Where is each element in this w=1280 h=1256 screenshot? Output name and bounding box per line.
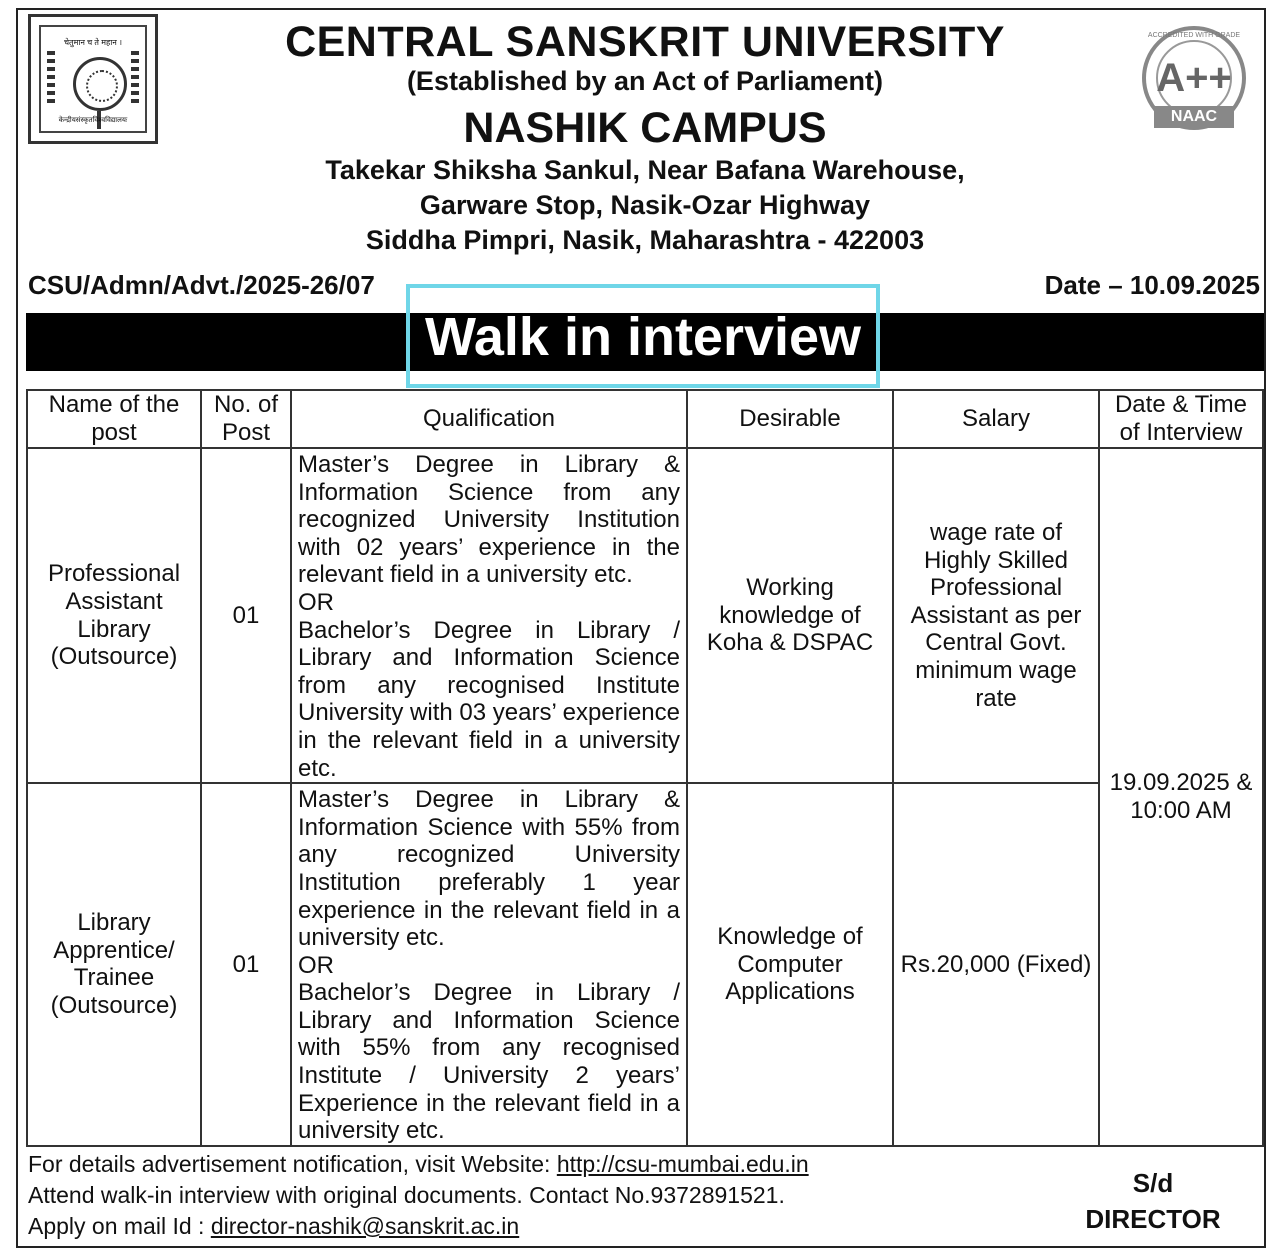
footer-email-line [28,1213,519,1240]
footer-contact-line: Attend walk-in interview with original documents. Contact No.9372891521. [28,1182,785,1208]
or-separator: OR [298,588,334,616]
campus-name: NASHIK CAMPUS [463,104,827,152]
desirable: Knowledge of Computer Applications [687,783,893,1146]
table-header-row [27,390,1263,448]
qualification-option-b: Bachelor’s Degree in Library / Library and Information Science with 55% from any recognised Institute / University 2 years’ Experience in the relevant field in a university etc. [298,979,680,1145]
banner-title: Walk in interview [424,307,862,367]
logo-motto: चेतुमान च ते महान । [63,38,123,47]
salary: Rs.20,000 (Fixed) [893,783,1099,1146]
footer-website-line [28,1151,809,1178]
header-salary: Salary [893,390,1099,448]
qualification-option-b: Bachelor’s Degree in Library / Library and Information Science from any recognised Institute University with 03 years’ experience in the relevant field in a university etc. [298,616,680,782]
website-link[interactable]: http://csu-mumbai.edu.in [556,1151,809,1177]
qualification [291,783,687,1146]
qualification-option-a: Master’s Degree in Library & Information Science from any recognized University Institution with 02 years’ experience in the relevant field in a university etc. [298,451,680,589]
signature-block [1078,1165,1228,1237]
post-count: 01 [201,448,291,783]
header-count: No. of Post [201,390,291,448]
address-line-3: Siddha Pimpri, Nasik, Maharashtra - 422003 [365,225,925,255]
badge-grade: A++ [1156,56,1232,100]
header-desirable: Desirable [687,390,893,448]
post-count: 01 [201,783,291,1146]
badge-label: NAAC [1154,106,1234,128]
reference-number: CSU/Admn/Advt./2025-26/07 [28,270,375,300]
signatory-designation: DIRECTOR [1085,1204,1221,1234]
desirable: Working knowledge of Koha & DSPAC [687,448,893,783]
salary: wage rate of Highly Skilled Professional Assistant as per Central Govt. minimum wage rate [893,448,1099,783]
notice-date: Date – 10.09.2025 [1044,270,1260,300]
qualification [291,448,687,783]
footer-website-prefix: For details advertisement notification, visit Website: [28,1151,557,1177]
post-name: Library Apprentice/ Trainee (Outsource) [27,783,201,1146]
logo-caption: केन्द्रीयसंस्कृतविश्वविद्यालयः [58,117,128,124]
header-qualification: Qualification [291,390,687,448]
header-interview: Date & Time of Interview [1099,390,1263,448]
university-name: CENTRAL SANSKRIT UNIVERSITY [285,18,1005,66]
or-separator: OR [298,951,334,979]
table-row [27,448,1263,783]
signed-mark: S/d [1132,1168,1174,1198]
email-link[interactable]: director-nashik@sanskrit.ac.in [210,1213,520,1239]
qualification-option-a: Master’s Degree in Library & Information Science with 55% from any recognized University Institution preferably 1 year experience in the relevant field in a university etc. [298,786,680,952]
footer-email-prefix: Apply on mail Id : [28,1213,211,1239]
post-name: Professional Assistant Library (Outsource) [27,448,201,783]
badge-arc-text: ACCREDITED WITH GRADE [1147,32,1241,39]
header-post: Name of the post [27,390,201,448]
table-row [27,783,1263,1146]
address-line-2: Garware Stop, Nasik-Ozar Highway [419,190,871,220]
interview-date-time: 19.09.2025 & 10:00 AM [1099,448,1263,1146]
established-line: (Established by an Act of Parliament) [406,66,884,96]
vacancy-table [26,389,1264,1147]
address-line-1: Takekar Shiksha Sankul, Near Bafana Warehouse, [325,155,965,185]
